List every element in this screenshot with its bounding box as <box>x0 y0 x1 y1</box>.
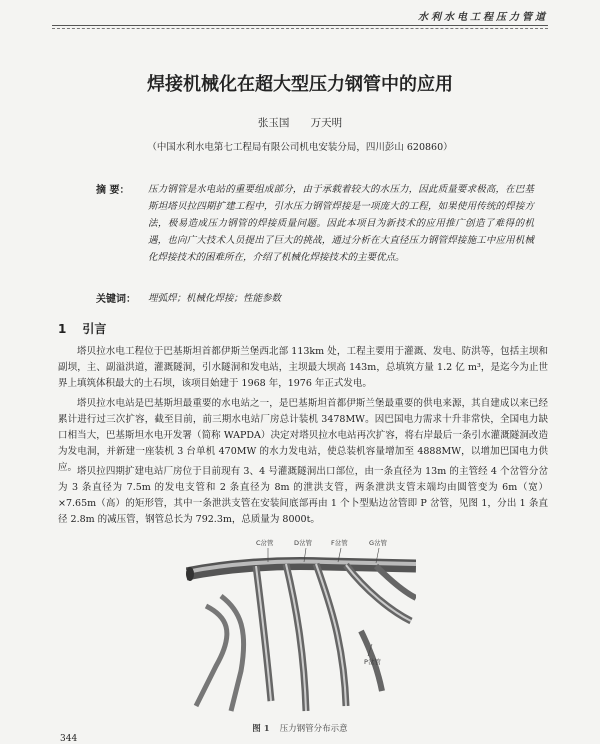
section-number: 1 <box>58 322 67 336</box>
abstract-text: 压力钢管是水电站的重要组成部分，由于承载着较大的水压力，因此质量要求极高，在巴基斯坦塔贝拉四期扩建工程中，引水压力钢管焊接是一项庞大的工程，如果使用传统的焊接方法，极易造成压力钢管的焊接质量问题。因此本项目为新技术的应用推广创造了难得的机遇，也向广大技术人员提出了巨大的挑战，通过分析在大直径压力钢管焊接施工中应用机械化焊接技术的困难所在，介绍了机械化焊接技术的主要优点。 <box>148 184 534 263</box>
header-rule <box>52 25 548 26</box>
penstock-figure <box>186 536 416 718</box>
paragraph: 塔贝拉水电工程位于巴基斯坦首都伊斯兰堡西北部 113km 处，工程主要用于灌溉、发电、防洪等，包括主坝和副坝，主、副溢洪道，灌溉隧洞，引水隧洞和发电站，主坝最大坝高 143m，总填筑方量 1.2 亿 m³，是迄今为止世界上填筑体积最大的土石坝，该项目始建于 1968 年，1976 年正式发电。 <box>58 346 548 390</box>
branch-pipe <box>346 565 411 621</box>
authors: 张玉国 万天明 <box>257 117 343 129</box>
figure-label-g: G岔管 <box>369 539 388 547</box>
section-heading <box>58 320 106 337</box>
journal-header: 水利水电工程压力管道 <box>418 12 548 23</box>
header-dashed-rule <box>52 28 548 29</box>
paragraph: 塔贝拉四期扩建电站厂房位于目前现有 3、4 号灌溉隧洞出口部位，由一条直径为 13m 的主管经 4 个岔管分岔为 3 条直径为 7.5m 的发电支管和 2 条直径为 8m 的泄洪支管，两条泄洪支管末端均由圆管变为 6m（宽）×7.65m（高）的矩形管，其中一条泄洪支管在安装间底部再由 1 个卜型贴边岔管即 P 岔管，见图 1，分出 1 条直径 2.8m 的减压管，钢管总长为 792.3m，总质量为 8000t。 <box>58 466 548 526</box>
figure-caption <box>0 722 600 734</box>
abstract-label: 摘 要： <box>96 185 130 196</box>
figure-label-f: F岔管 <box>331 539 348 547</box>
branch-pipe <box>196 606 227 706</box>
keywords-text: 埋弧焊；机械化焊接；性能参数 <box>148 293 282 304</box>
branch-pipe <box>316 564 346 706</box>
caption-text: 压力钢管分布示意 <box>279 724 348 734</box>
figure-label-p: P岔管 <box>364 658 381 666</box>
figure-label-d: D岔管 <box>294 539 313 547</box>
section-title: 引言 <box>82 322 107 336</box>
keywords-label: 关键词： <box>96 294 136 305</box>
affiliation: （中国水利水电第七工程局有限公司机电安装分局，四川彭山 620860） <box>147 142 453 153</box>
caption-number: 图 1 <box>252 724 270 734</box>
page-number: 344 <box>60 734 78 744</box>
paper-title: 焊接机械化在超大型压力钢管中的应用 <box>147 74 453 95</box>
figure-label-c: C岔管 <box>256 539 274 547</box>
branch-pipe <box>286 564 306 711</box>
paragraph: 塔贝拉水电站是巴基斯坦最重要的水电站之一，是巴基斯坦首都伊斯兰堡最重要的供电来源，其自建成以来已经累计进行过三次扩容，截至目前，前三期水电站厂房总计装机 3478MW。因巴国电力需求十升非常快，全国电力缺口相当大，巴基斯坦水电开发署（简称 WAPDA）决定对塔贝拉水电站再次扩容，将右岸最后一条引水灌溉隧洞改造为发电洞，并新建一座装机 3 台单机 470MW 的水力发电站，使总装机容量增加至 4888MW，以增加巴国电力供应。 <box>58 398 548 474</box>
